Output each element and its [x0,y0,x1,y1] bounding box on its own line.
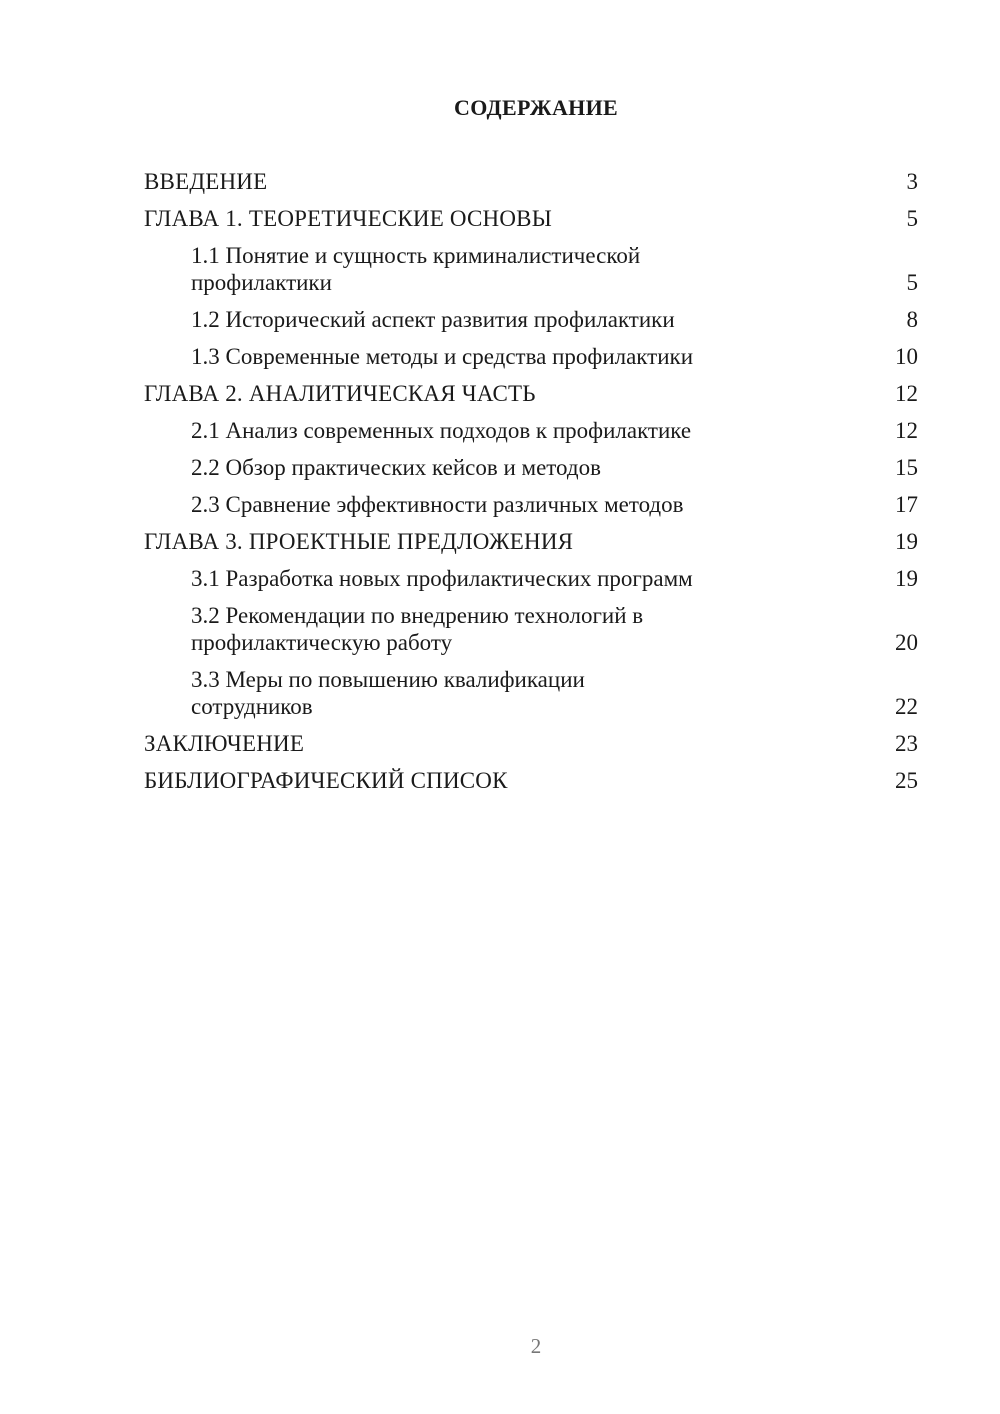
toc-entry-conclusion [144,730,918,757]
toc-entry-bibliography [144,767,918,794]
toc-entry-label: ВВЕДЕНИЕ [144,169,268,194]
toc-entry-label: 3.1 Разработка новых профилактических программ [191,566,693,591]
toc-entry-page: 22 [895,694,918,719]
toc-entry-section-1-3 [144,343,918,370]
toc-entry-label: БИБЛИОГРАФИЧЕСКИЙ СПИСОК [144,768,508,793]
toc-entry-label: 2.1 Анализ современных подходов к профилактике [191,418,692,443]
toc-entry-page: 12 [895,381,918,406]
toc-entry-label: 1.1 Понятие и сущность криминалистической профилактики [191,243,641,295]
toc-entry-page: 8 [906,307,918,332]
toc-entry-chapter-1 [144,205,918,232]
toc-title: СОДЕРЖАНИЕ [454,95,618,120]
toc-entry-section-2-3 [144,491,918,518]
toc-entry-label: 3.2 Рекомендации по внедрению технологий в профилактическую работу [191,603,644,655]
toc-entry-chapter-3 [144,528,918,555]
toc-entry-page: 25 [895,768,918,793]
toc-entry-section-1-2 [144,306,918,333]
toc-entry-label: 2.3 Сравнение эффективности различных методов [191,492,684,517]
toc-entry-section-1-1 [144,242,918,296]
toc-entry-section-3-3 [144,666,918,720]
toc-entry-page: 23 [895,731,918,756]
toc-entry-label: ГЛАВА 3. ПРОЕКТНЫЕ ПРЕДЛОЖЕНИЯ [144,529,574,554]
toc-entry-page: 20 [895,630,918,655]
toc-entry-label: ГЛАВА 1. ТЕОРЕТИЧЕСКИЕ ОСНОВЫ [144,206,552,231]
toc-entry-page: 12 [895,418,918,443]
toc-entry-section-2-1 [144,417,918,444]
toc-entry-page: 17 [895,492,918,517]
toc-entry-chapter-2 [144,380,918,407]
toc-entry-label: 1.2 Исторический аспект развития профилактики [191,307,675,332]
toc-entry-section-3-1 [144,565,918,592]
toc-entry-page: 5 [906,270,918,295]
page-number: 2 [530,1334,542,1358]
toc-entry-page: 19 [895,529,918,554]
toc-entry-page: 19 [895,566,918,591]
toc-entry-label: 3.3 Меры по повышению квалификации сотрудников [191,667,585,719]
toc-entry-page: 10 [895,344,918,369]
toc-entry-label: 1.3 Современные методы и средства профилактики [191,344,694,369]
toc-entry-page: 5 [906,206,918,231]
toc-entry-page: 3 [906,169,918,194]
toc-entry-label: 2.2 Обзор практических кейсов и методов [191,455,601,480]
toc-entry-label: ГЛАВА 2. АНАЛИТИЧЕСКАЯ ЧАСТЬ [144,381,536,406]
toc-entry-label: ЗАКЛЮЧЕНИЕ [144,731,305,756]
toc-entry-page: 15 [895,455,918,480]
toc-list [144,168,918,804]
toc-entry-section-2-2 [144,454,918,481]
toc-entry-introduction [144,168,918,195]
toc-entry-section-3-2 [144,602,918,656]
